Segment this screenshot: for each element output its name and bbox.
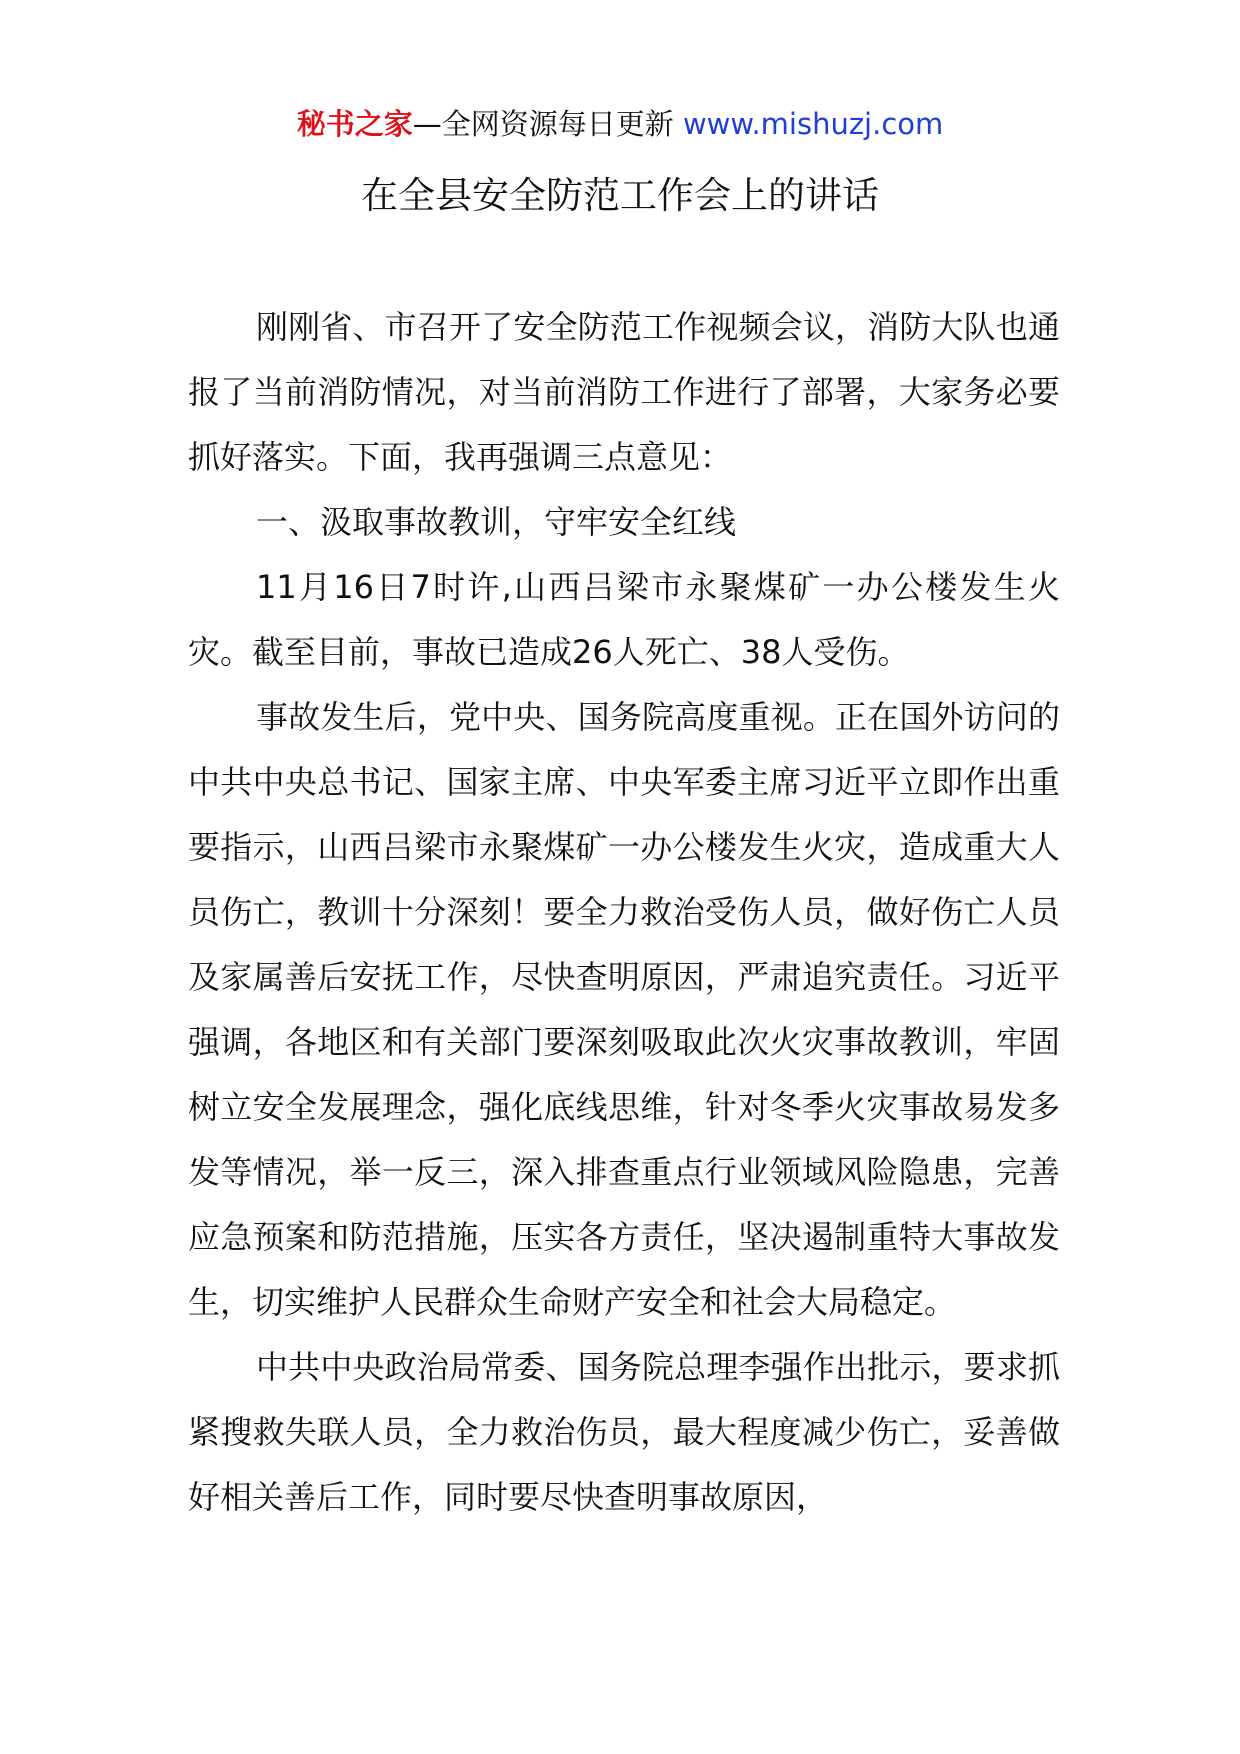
site-header [0,100,1240,148]
document-body [188,295,1060,1530]
body-paragraph: 事故发生后，党中央、国务院高度重视。正在国外访问的中共中央总书记、国家主席、中央军委主席习近平立即作出重要指示，山西吕梁市永聚煤矿一办公楼发生火灾，造成重大人员伤亡，教训十分深刻！要全力救治受伤人员，做好伤亡人员及家属善后安抚工作，尽快查明原因，严肃追究责任。习近平强调，各地区和有关部门要深刻吸取此次火灾事故教训，牢固树立安全发展理念，强化底线思维，针对冬季火灾事故易发多发等情况，举一反三，深入排查重点行业领域风险隐患，完善应急预案和防范措施，压实各方责任，坚决遏制重特大事故发生，切实维护人民群众生命财产安全和社会大局稳定。 [188,698,1060,1321]
brand-name: 秘书之家 [296,107,413,141]
document-title: 在全县安全防范工作会上的讲话 [361,174,879,217]
site-url-link[interactable]: www.mishuzj.com [682,107,944,141]
body-paragraph: 11月16日7时许,山西吕梁市永聚煤矿一办公楼发生火灾。截至目前，事故已造成26人死亡、38人受伤。 [188,568,1060,671]
body-paragraph: 中共中央政治局常委、国务院总理李强作出批示，要求抓紧搜救失联人员，全力救治伤员，最大程度减少伤亡，妥善做好相关善后工作，同时要尽快查明事故原因， [188,1348,1060,1516]
section-heading: 一、汲取事故教训，守牢安全红线 [256,503,737,541]
header-tagline: —全网资源每日更新 [412,107,674,141]
intro-paragraph: 刚刚省、市召开了安全防范工作视频会议，消防大队也通报了当前消防情况，对当前消防工作进行了部署，大家务必要抓好落实。下面，我再强调三点意见： [188,308,1060,476]
